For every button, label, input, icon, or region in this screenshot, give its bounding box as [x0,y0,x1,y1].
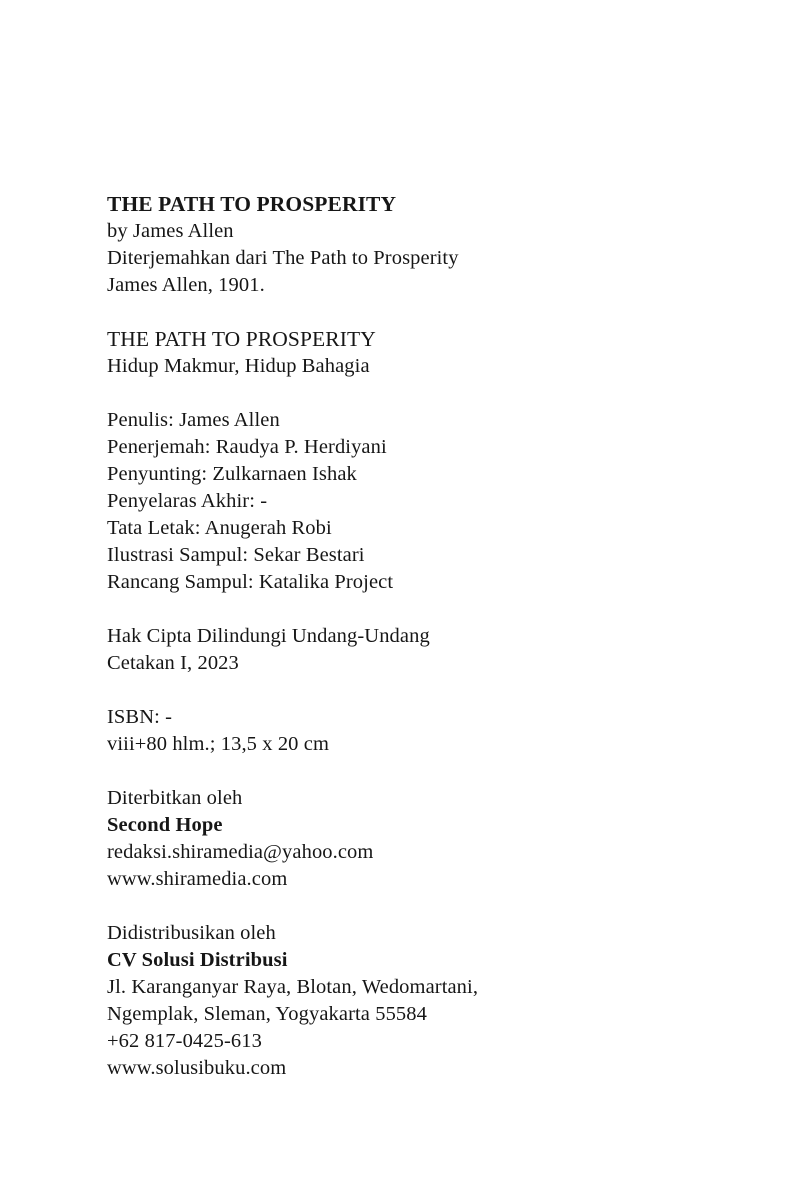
distributor-label: Didistribusikan oleh [107,922,276,944]
publisher-email: redaksi.shiramedia@yahoo.com [107,841,374,863]
publisher-name: Second Hope [107,814,223,836]
publisher-website: www.shiramedia.com [107,868,288,890]
translation-note: Diterjemahkan dari The Path to Prosperity [107,247,459,269]
edition-title: THE PATH TO PROSPERITY [107,327,376,351]
credit-finalizer: Penyelaras Akhir: - [107,490,268,512]
original-book-title: THE PATH TO PROSPERITY [107,192,397,216]
edition-subtitle: Hidup Makmur, Hidup Bahagia [107,355,370,377]
credit-editor: Penyunting: Zulkarnaen Ishak [107,463,357,485]
distributor-block [107,920,727,1082]
imprint-content [107,191,727,1109]
isbn-block [107,704,727,758]
distributor-website: www.solusibuku.com [107,1057,287,1079]
distributor-name: CV Solusi Distribusi [107,949,288,971]
distributor-address-1: Jl. Karanganyar Raya, Blotan, Wedomartani, [107,976,479,998]
credit-author: Penulis: James Allen [107,409,280,431]
credit-layout: Tata Letak: Anugerah Robi [107,517,332,539]
distributor-address-2: Ngemplak, Sleman, Yogyakarta 55584 [107,1003,427,1025]
original-author-year: James Allen, 1901. [107,274,265,296]
credits-block [107,407,727,596]
credit-cover-illustration: Ilustrasi Sampul: Sekar Bestari [107,544,365,566]
distributor-phone: +62 817-0425-613 [107,1030,262,1052]
original-title-block [107,191,727,299]
byline: by James Allen [107,220,234,242]
edition-title-block [107,326,727,380]
credit-translator: Penerjemah: Raudya P. Herdiyani [107,436,387,458]
copyright-block [107,623,727,677]
printing-edition: Cetakan I, 2023 [107,652,239,674]
book-format: viii+80 hlm.; 13,5 x 20 cm [107,733,330,755]
isbn: ISBN: - [107,706,173,728]
copyright-notice: Hak Cipta Dilindungi Undang-Undang [107,625,430,647]
publisher-label: Diterbitkan oleh [107,787,243,809]
publisher-block [107,785,727,893]
credit-cover-design: Rancang Sampul: Katalika Project [107,571,394,593]
